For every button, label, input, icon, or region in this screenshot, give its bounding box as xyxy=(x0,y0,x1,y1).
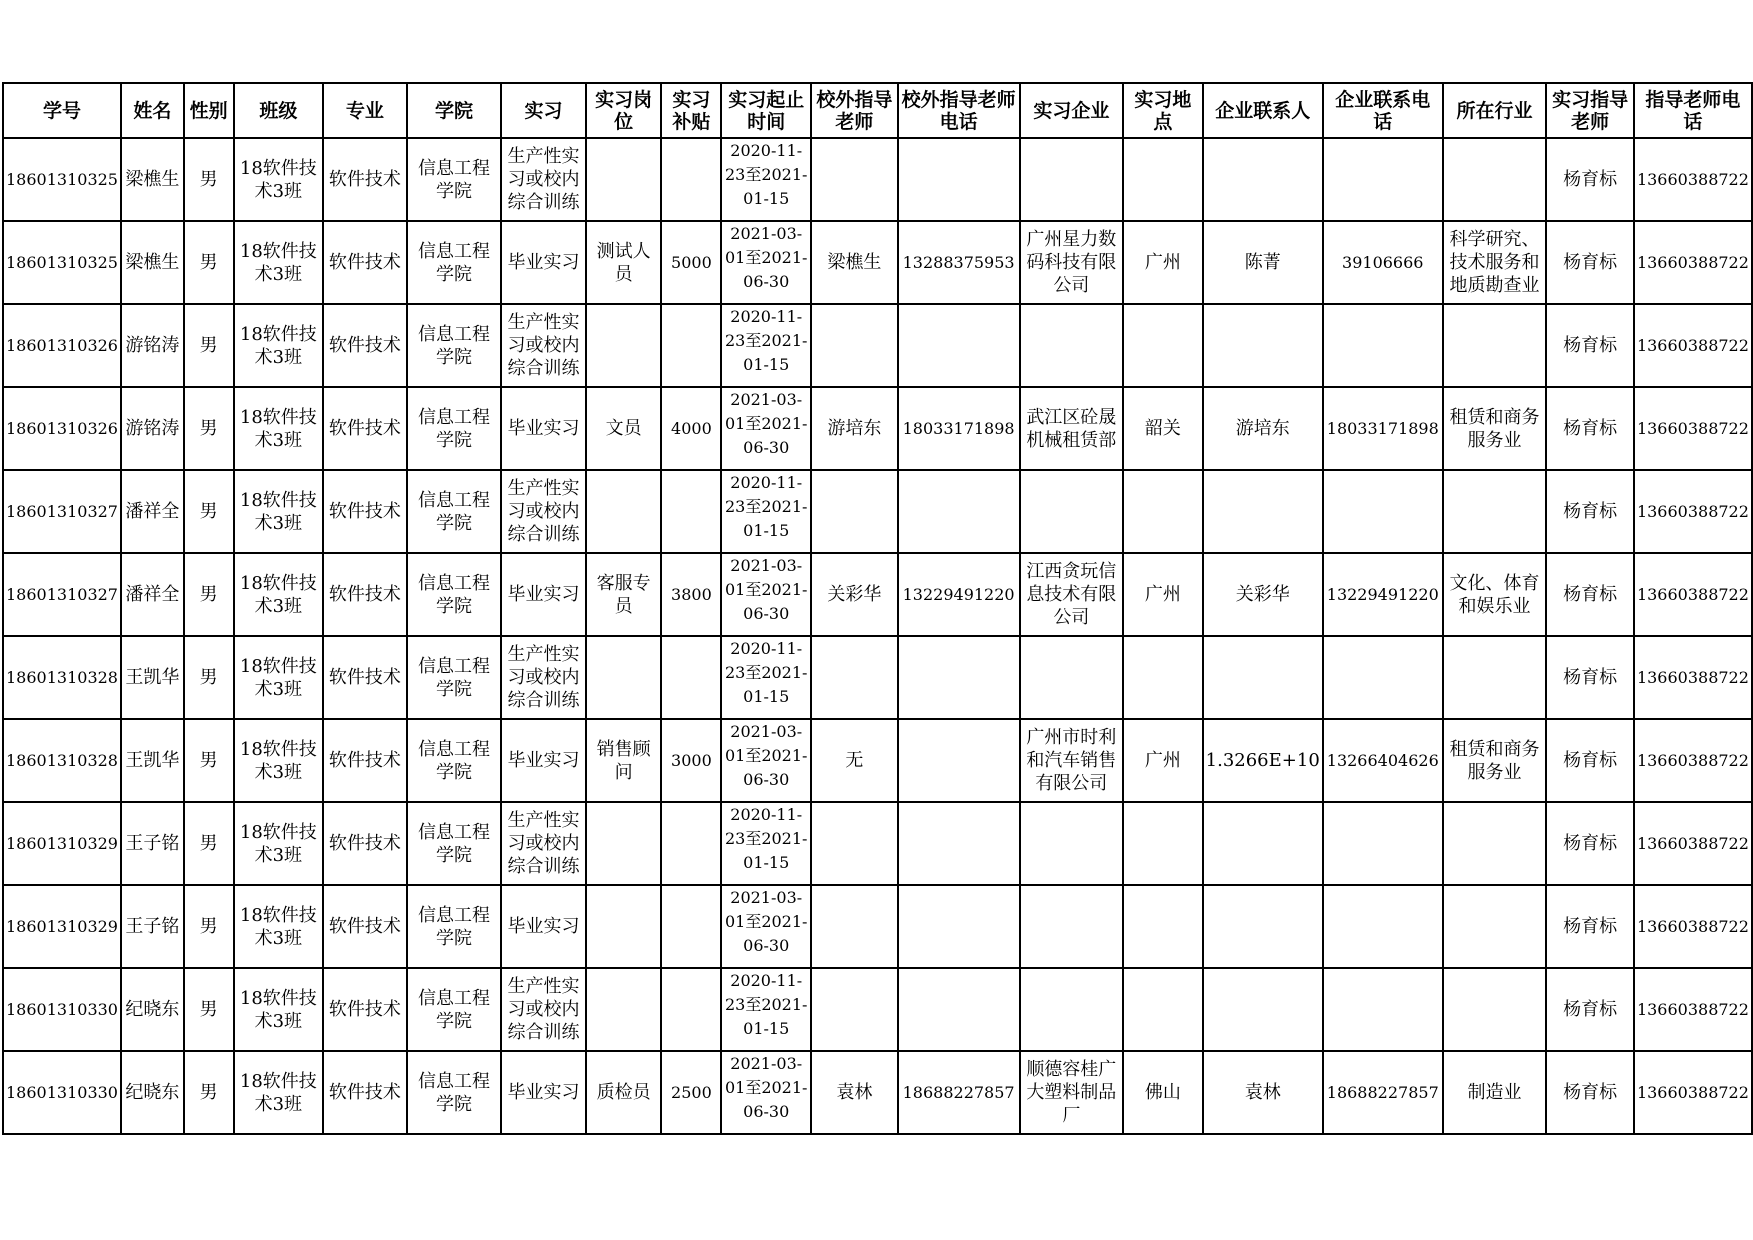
student-id-cell: 18601310329 xyxy=(3,802,121,885)
teacher-phone-cell: 13660388722 xyxy=(1634,221,1752,304)
student-name-cell: 王凯华 xyxy=(121,636,184,719)
location-cell xyxy=(1123,138,1203,221)
college-cell: 信息工程学院 xyxy=(407,387,502,470)
table-row xyxy=(3,553,1752,636)
student-id-cell: 18601310326 xyxy=(3,304,121,387)
subsidy-cell xyxy=(661,636,721,719)
industry-cell xyxy=(1443,968,1547,1051)
column-header: 实习岗位 xyxy=(586,83,662,138)
company-contact-cell xyxy=(1203,636,1323,719)
major-cell: 软件技术 xyxy=(323,636,407,719)
external-teacher-phone-cell xyxy=(898,636,1020,719)
external-teacher-cell: 袁林 xyxy=(811,1051,898,1134)
gender-cell: 男 xyxy=(184,802,234,885)
internship-table xyxy=(2,82,1753,1135)
student-name-cell: 纪晓东 xyxy=(121,968,184,1051)
industry-cell: 租赁和商务服务业 xyxy=(1443,719,1547,802)
company-contact-cell xyxy=(1203,802,1323,885)
column-header: 所在行业 xyxy=(1443,83,1547,138)
teacher-cell: 杨育标 xyxy=(1546,221,1634,304)
external-teacher-cell xyxy=(811,885,898,968)
post-cell xyxy=(586,304,662,387)
teacher-phone-cell: 13660388722 xyxy=(1634,387,1752,470)
column-header: 学号 xyxy=(3,83,121,138)
company-contact-phone-cell xyxy=(1323,885,1443,968)
company-contact-phone-cell xyxy=(1323,470,1443,553)
industry-cell xyxy=(1443,885,1547,968)
dates-text: 2020-11-23至2021-01-15 xyxy=(724,971,808,1038)
company-contact-phone-cell xyxy=(1323,304,1443,387)
gender-cell: 男 xyxy=(184,553,234,636)
location-cell xyxy=(1123,470,1203,553)
column-header: 班级 xyxy=(234,83,324,138)
gender-cell: 男 xyxy=(184,719,234,802)
subsidy-cell xyxy=(661,968,721,1051)
industry-cell: 文化、体育和娱乐业 xyxy=(1443,553,1547,636)
major-cell: 软件技术 xyxy=(323,802,407,885)
class-cell: 18软件技术3班 xyxy=(234,470,324,553)
teacher-phone-cell: 13660388722 xyxy=(1634,636,1752,719)
subsidy-cell: 2500 xyxy=(661,1051,721,1134)
subsidy-cell xyxy=(661,470,721,553)
dates-text: 2021-03-01至2021-06-30 xyxy=(724,722,808,789)
teacher-phone-cell: 13660388722 xyxy=(1634,138,1752,221)
gender-cell: 男 xyxy=(184,470,234,553)
teacher-phone-cell: 13660388722 xyxy=(1634,553,1752,636)
company-contact-cell xyxy=(1203,470,1323,553)
external-teacher-cell: 无 xyxy=(811,719,898,802)
major-cell: 软件技术 xyxy=(323,304,407,387)
external-teacher-phone-cell: 18688227857 xyxy=(898,1051,1020,1134)
company-contact-phone-cell: 39106666 xyxy=(1323,221,1443,304)
external-teacher-cell xyxy=(811,802,898,885)
table-row xyxy=(3,1051,1752,1134)
industry-cell xyxy=(1443,304,1547,387)
dates-text: 2021-03-01至2021-06-30 xyxy=(724,888,808,955)
class-cell: 18软件技术3班 xyxy=(234,636,324,719)
company-contact-cell: 关彩华 xyxy=(1203,553,1323,636)
internship-type-cell: 毕业实习 xyxy=(501,719,586,802)
teacher-phone-cell: 13660388722 xyxy=(1634,470,1752,553)
gender-cell: 男 xyxy=(184,221,234,304)
company-contact-cell xyxy=(1203,138,1323,221)
table-row xyxy=(3,470,1752,553)
dates-text: 2021-03-01至2021-06-30 xyxy=(724,390,808,457)
subsidy-cell xyxy=(661,304,721,387)
table-body xyxy=(3,138,1752,1134)
dates-cell xyxy=(721,885,811,968)
major-cell: 软件技术 xyxy=(323,221,407,304)
class-cell: 18软件技术3班 xyxy=(234,387,324,470)
college-cell: 信息工程学院 xyxy=(407,802,502,885)
teacher-phone-cell: 13660388722 xyxy=(1634,1051,1752,1134)
internship-type-cell: 毕业实习 xyxy=(501,885,586,968)
teacher-cell: 杨育标 xyxy=(1546,968,1634,1051)
class-cell: 18软件技术3班 xyxy=(234,304,324,387)
company-cell: 江西贪玩信息技术有限公司 xyxy=(1020,553,1123,636)
gender-cell: 男 xyxy=(184,885,234,968)
gender-cell: 男 xyxy=(184,1051,234,1134)
college-cell: 信息工程学院 xyxy=(407,885,502,968)
major-cell: 软件技术 xyxy=(323,387,407,470)
major-cell: 软件技术 xyxy=(323,719,407,802)
table-row xyxy=(3,968,1752,1051)
column-header: 性别 xyxy=(184,83,234,138)
gender-cell: 男 xyxy=(184,968,234,1051)
college-cell: 信息工程学院 xyxy=(407,304,502,387)
company-cell xyxy=(1020,138,1123,221)
dates-cell xyxy=(721,138,811,221)
company-contact-cell: 1.3266E+10 xyxy=(1203,719,1323,802)
table-row xyxy=(3,802,1752,885)
internship-type-cell: 毕业实习 xyxy=(501,1051,586,1134)
table-row xyxy=(3,387,1752,470)
college-cell: 信息工程学院 xyxy=(407,636,502,719)
major-cell: 软件技术 xyxy=(323,1051,407,1134)
teacher-cell: 杨育标 xyxy=(1546,719,1634,802)
post-cell xyxy=(586,138,662,221)
student-name-cell: 王凯华 xyxy=(121,719,184,802)
post-cell xyxy=(586,885,662,968)
column-header: 学院 xyxy=(407,83,502,138)
column-header: 姓名 xyxy=(121,83,184,138)
class-cell: 18软件技术3班 xyxy=(234,802,324,885)
dates-text: 2020-11-23至2021-01-15 xyxy=(724,307,808,374)
post-cell xyxy=(586,470,662,553)
location-cell: 广州 xyxy=(1123,221,1203,304)
location-cell: 韶关 xyxy=(1123,387,1203,470)
teacher-phone-cell: 13660388722 xyxy=(1634,885,1752,968)
column-header: 指导老师电话 xyxy=(1634,83,1752,138)
teacher-cell: 杨育标 xyxy=(1546,802,1634,885)
college-cell: 信息工程学院 xyxy=(407,1051,502,1134)
internship-type-cell: 生产性实习或校内综合训练 xyxy=(501,802,586,885)
external-teacher-cell xyxy=(811,138,898,221)
dates-cell xyxy=(721,470,811,553)
location-cell xyxy=(1123,304,1203,387)
teacher-cell: 杨育标 xyxy=(1546,138,1634,221)
dates-text: 2021-03-01至2021-06-30 xyxy=(724,556,808,623)
company-cell xyxy=(1020,304,1123,387)
subsidy-cell: 3000 xyxy=(661,719,721,802)
class-cell: 18软件技术3班 xyxy=(234,1051,324,1134)
external-teacher-phone-cell xyxy=(898,968,1020,1051)
internship-type-cell: 生产性实习或校内综合训练 xyxy=(501,138,586,221)
table-row xyxy=(3,138,1752,221)
subsidy-cell xyxy=(661,885,721,968)
table-row xyxy=(3,885,1752,968)
post-cell: 测试人员 xyxy=(586,221,662,304)
column-header: 企业联系人 xyxy=(1203,83,1323,138)
subsidy-cell: 3800 xyxy=(661,553,721,636)
major-cell: 软件技术 xyxy=(323,138,407,221)
company-contact-cell: 陈菁 xyxy=(1203,221,1323,304)
external-teacher-phone-cell xyxy=(898,885,1020,968)
student-id-cell: 18601310329 xyxy=(3,885,121,968)
dates-cell xyxy=(721,553,811,636)
dates-cell xyxy=(721,719,811,802)
teacher-cell: 杨育标 xyxy=(1546,470,1634,553)
external-teacher-phone-cell: 13229491220 xyxy=(898,553,1020,636)
major-cell: 软件技术 xyxy=(323,553,407,636)
post-cell xyxy=(586,802,662,885)
dates-cell xyxy=(721,304,811,387)
subsidy-cell: 4000 xyxy=(661,387,721,470)
dates-cell xyxy=(721,802,811,885)
company-cell xyxy=(1020,885,1123,968)
column-header: 实习 xyxy=(501,83,586,138)
table-row xyxy=(3,304,1752,387)
subsidy-cell xyxy=(661,138,721,221)
college-cell: 信息工程学院 xyxy=(407,719,502,802)
industry-cell: 科学研究、技术服务和地质勘查业 xyxy=(1443,221,1547,304)
company-contact-cell: 游培东 xyxy=(1203,387,1323,470)
post-cell: 销售顾问 xyxy=(586,719,662,802)
subsidy-cell xyxy=(661,802,721,885)
location-cell xyxy=(1123,636,1203,719)
location-cell: 佛山 xyxy=(1123,1051,1203,1134)
column-header: 企业联系电话 xyxy=(1323,83,1443,138)
gender-cell: 男 xyxy=(184,138,234,221)
location-cell: 广州 xyxy=(1123,719,1203,802)
header-row xyxy=(3,83,1752,138)
student-id-cell: 18601310326 xyxy=(3,387,121,470)
post-cell xyxy=(586,968,662,1051)
subsidy-cell: 5000 xyxy=(661,221,721,304)
company-contact-phone-cell xyxy=(1323,968,1443,1051)
industry-cell xyxy=(1443,470,1547,553)
dates-text: 2021-03-01至2021-06-30 xyxy=(724,1054,808,1121)
student-id-cell: 18601310330 xyxy=(3,968,121,1051)
student-id-cell: 18601310325 xyxy=(3,221,121,304)
dates-text: 2020-11-23至2021-01-15 xyxy=(724,141,808,208)
company-contact-phone-cell: 18688227857 xyxy=(1323,1051,1443,1134)
external-teacher-cell: 关彩华 xyxy=(811,553,898,636)
teacher-cell: 杨育标 xyxy=(1546,1051,1634,1134)
gender-cell: 男 xyxy=(184,387,234,470)
post-cell: 客服专员 xyxy=(586,553,662,636)
dates-cell xyxy=(721,221,811,304)
dates-text: 2020-11-23至2021-01-15 xyxy=(724,805,808,872)
company-cell: 广州市时利和汽车销售有限公司 xyxy=(1020,719,1123,802)
gender-cell: 男 xyxy=(184,304,234,387)
external-teacher-phone-cell xyxy=(898,138,1020,221)
dates-cell xyxy=(721,1051,811,1134)
student-name-cell: 王子铭 xyxy=(121,802,184,885)
dates-cell xyxy=(721,968,811,1051)
external-teacher-cell: 游培东 xyxy=(811,387,898,470)
industry-cell xyxy=(1443,636,1547,719)
table-row xyxy=(3,719,1752,802)
class-cell: 18软件技术3班 xyxy=(234,885,324,968)
company-contact-phone-cell xyxy=(1323,636,1443,719)
industry-cell: 租赁和商务服务业 xyxy=(1443,387,1547,470)
student-name-cell: 梁樵生 xyxy=(121,138,184,221)
student-name-cell: 梁樵生 xyxy=(121,221,184,304)
external-teacher-phone-cell xyxy=(898,719,1020,802)
dates-cell xyxy=(721,387,811,470)
location-cell xyxy=(1123,885,1203,968)
post-cell xyxy=(586,636,662,719)
location-cell xyxy=(1123,968,1203,1051)
industry-cell xyxy=(1443,138,1547,221)
major-cell: 软件技术 xyxy=(323,885,407,968)
teacher-phone-cell: 13660388722 xyxy=(1634,719,1752,802)
internship-type-cell: 生产性实习或校内综合训练 xyxy=(501,968,586,1051)
college-cell: 信息工程学院 xyxy=(407,221,502,304)
column-header: 实习起止时间 xyxy=(721,83,811,138)
external-teacher-phone-cell xyxy=(898,802,1020,885)
class-cell: 18软件技术3班 xyxy=(234,553,324,636)
table-row xyxy=(3,221,1752,304)
post-cell: 文员 xyxy=(586,387,662,470)
internship-type-cell: 毕业实习 xyxy=(501,387,586,470)
internship-sheet xyxy=(2,82,1753,1135)
company-cell: 武江区砼晟机械租赁部 xyxy=(1020,387,1123,470)
student-name-cell: 游铭涛 xyxy=(121,387,184,470)
company-contact-cell xyxy=(1203,304,1323,387)
company-cell xyxy=(1020,802,1123,885)
class-cell: 18软件技术3班 xyxy=(234,968,324,1051)
teacher-cell: 杨育标 xyxy=(1546,885,1634,968)
location-cell: 广州 xyxy=(1123,553,1203,636)
column-header: 实习补贴 xyxy=(661,83,721,138)
external-teacher-phone-cell xyxy=(898,304,1020,387)
internship-type-cell: 生产性实习或校内综合训练 xyxy=(501,470,586,553)
internship-type-cell: 生产性实习或校内综合训练 xyxy=(501,636,586,719)
company-cell xyxy=(1020,636,1123,719)
industry-cell: 制造业 xyxy=(1443,1051,1547,1134)
external-teacher-phone-cell: 13288375953 xyxy=(898,221,1020,304)
company-contact-cell xyxy=(1203,885,1323,968)
teacher-phone-cell: 13660388722 xyxy=(1634,802,1752,885)
student-name-cell: 潘祥全 xyxy=(121,470,184,553)
major-cell: 软件技术 xyxy=(323,968,407,1051)
post-cell: 质检员 xyxy=(586,1051,662,1134)
external-teacher-phone-cell: 18033171898 xyxy=(898,387,1020,470)
student-name-cell: 王子铭 xyxy=(121,885,184,968)
company-cell: 广州星力数码科技有限公司 xyxy=(1020,221,1123,304)
major-cell: 软件技术 xyxy=(323,470,407,553)
college-cell: 信息工程学院 xyxy=(407,968,502,1051)
company-cell xyxy=(1020,968,1123,1051)
company-cell: 顺德容桂广大塑料制品厂 xyxy=(1020,1051,1123,1134)
dates-text: 2020-11-23至2021-01-15 xyxy=(724,639,808,706)
location-cell xyxy=(1123,802,1203,885)
company-cell xyxy=(1020,470,1123,553)
student-id-cell: 18601310327 xyxy=(3,470,121,553)
student-id-cell: 18601310328 xyxy=(3,636,121,719)
student-name-cell: 潘祥全 xyxy=(121,553,184,636)
student-id-cell: 18601310328 xyxy=(3,719,121,802)
student-name-cell: 纪晓东 xyxy=(121,1051,184,1134)
company-contact-phone-cell: 13229491220 xyxy=(1323,553,1443,636)
external-teacher-cell xyxy=(811,636,898,719)
dates-text: 2021-03-01至2021-06-30 xyxy=(724,224,808,291)
student-id-cell: 18601310327 xyxy=(3,553,121,636)
external-teacher-cell xyxy=(811,968,898,1051)
company-contact-phone-cell xyxy=(1323,802,1443,885)
column-header: 专业 xyxy=(323,83,407,138)
class-cell: 18软件技术3班 xyxy=(234,138,324,221)
class-cell: 18软件技术3班 xyxy=(234,221,324,304)
column-header: 实习企业 xyxy=(1020,83,1123,138)
dates-cell xyxy=(721,636,811,719)
industry-cell xyxy=(1443,802,1547,885)
external-teacher-cell xyxy=(811,470,898,553)
student-name-cell: 游铭涛 xyxy=(121,304,184,387)
teacher-phone-cell: 13660388722 xyxy=(1634,968,1752,1051)
internship-type-cell: 生产性实习或校内综合训练 xyxy=(501,304,586,387)
college-cell: 信息工程学院 xyxy=(407,470,502,553)
column-header: 实习地点 xyxy=(1123,83,1203,138)
student-id-cell: 18601310330 xyxy=(3,1051,121,1134)
teacher-cell: 杨育标 xyxy=(1546,387,1634,470)
column-header: 校外指导老师 xyxy=(811,83,898,138)
internship-type-cell: 毕业实习 xyxy=(501,221,586,304)
gender-cell: 男 xyxy=(184,636,234,719)
student-id-cell: 18601310325 xyxy=(3,138,121,221)
external-teacher-cell xyxy=(811,304,898,387)
column-header: 实习指导老师 xyxy=(1546,83,1634,138)
college-cell: 信息工程学院 xyxy=(407,553,502,636)
dates-text: 2020-11-23至2021-01-15 xyxy=(724,473,808,540)
company-contact-phone-cell xyxy=(1323,138,1443,221)
internship-type-cell: 毕业实习 xyxy=(501,553,586,636)
column-header: 校外指导老师电话 xyxy=(898,83,1020,138)
company-contact-cell: 袁林 xyxy=(1203,1051,1323,1134)
company-contact-phone-cell: 13266404626 xyxy=(1323,719,1443,802)
teacher-cell: 杨育标 xyxy=(1546,553,1634,636)
external-teacher-cell: 梁樵生 xyxy=(811,221,898,304)
company-contact-cell xyxy=(1203,968,1323,1051)
class-cell: 18软件技术3班 xyxy=(234,719,324,802)
company-contact-phone-cell: 18033171898 xyxy=(1323,387,1443,470)
college-cell: 信息工程学院 xyxy=(407,138,502,221)
teacher-cell: 杨育标 xyxy=(1546,304,1634,387)
teacher-phone-cell: 13660388722 xyxy=(1634,304,1752,387)
teacher-cell: 杨育标 xyxy=(1546,636,1634,719)
table-row xyxy=(3,636,1752,719)
external-teacher-phone-cell xyxy=(898,470,1020,553)
